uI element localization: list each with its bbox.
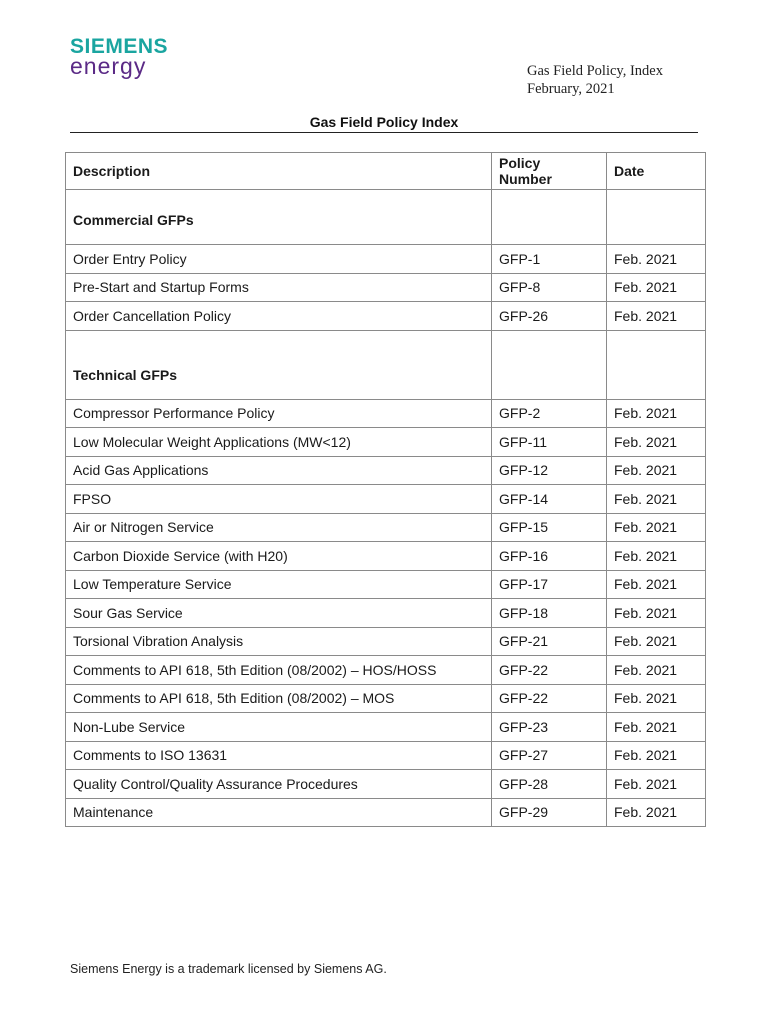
policy-number-cell: GFP-15 [492, 513, 607, 542]
policy-number-cell: GFP-2 [492, 399, 607, 428]
table-row [66, 428, 706, 457]
siemens-energy-logo [70, 36, 168, 78]
section-empty-cell [492, 190, 607, 245]
table-row [66, 713, 706, 742]
table-row [66, 513, 706, 542]
policy-date-cell: Feb. 2021 [607, 513, 706, 542]
table-row [66, 741, 706, 770]
logo-siemens-text: SIEMENS [70, 35, 169, 58]
table-row [66, 542, 706, 571]
section-title: Commercial GFPs [66, 190, 492, 245]
table-row [66, 245, 706, 274]
policy-date-cell: Feb. 2021 [607, 302, 706, 331]
policy-description-cell: Order Entry Policy [66, 245, 492, 274]
policy-description-cell: Sour Gas Service [66, 599, 492, 628]
table-row [66, 770, 706, 799]
policy-number-cell: GFP-27 [492, 741, 607, 770]
policy-number-cell: GFP-22 [492, 656, 607, 685]
policy-number-cell: GFP-18 [492, 599, 607, 628]
document-header [527, 62, 663, 98]
policy-number-cell: GFP-26 [492, 302, 607, 331]
policy-number-cell: GFP-14 [492, 485, 607, 514]
header-doc-date: February, 2021 [527, 81, 615, 97]
policy-number-cell: GFP-28 [492, 770, 607, 799]
table-row [66, 570, 706, 599]
logo-energy-text: energy [70, 53, 147, 79]
header-doc-title: Gas Field Policy, Index [527, 63, 663, 79]
policy-description-cell: Comments to ISO 13631 [66, 741, 492, 770]
policy-date-cell: Feb. 2021 [607, 770, 706, 799]
policy-number-cell: GFP-17 [492, 570, 607, 599]
section-empty-cell [607, 330, 706, 399]
policy-date-cell: Feb. 2021 [607, 570, 706, 599]
policy-number-cell: GFP-1 [492, 245, 607, 274]
policy-number-cell: GFP-16 [492, 542, 607, 571]
policy-date-cell: Feb. 2021 [607, 798, 706, 827]
policy-description-cell: FPSO [66, 485, 492, 514]
policy-number-cell: GFP-8 [492, 273, 607, 302]
policy-description-cell: Low Temperature Service [66, 570, 492, 599]
table-row [66, 485, 706, 514]
policy-description-cell: Compressor Performance Policy [66, 399, 492, 428]
policy-description-cell: Carbon Dioxide Service (with H20) [66, 542, 492, 571]
policy-number-cell: GFP-23 [492, 713, 607, 742]
policy-date-cell: Feb. 2021 [607, 656, 706, 685]
policy-number-cell: GFP-12 [492, 456, 607, 485]
table-header-row [66, 153, 706, 190]
policy-description-cell: Quality Control/Quality Assurance Procedures [66, 770, 492, 799]
policy-date-cell: Feb. 2021 [607, 485, 706, 514]
title-divider [70, 132, 698, 133]
policy-description-cell: Acid Gas Applications [66, 456, 492, 485]
column-header-date: Date [607, 153, 706, 190]
section-title: Technical GFPs [66, 330, 492, 399]
table-row [66, 627, 706, 656]
policy-description-cell: Air or Nitrogen Service [66, 513, 492, 542]
policy-description-cell: Low Molecular Weight Applications (MW<12) [66, 428, 492, 457]
policy-date-cell: Feb. 2021 [607, 627, 706, 656]
policy-description-cell: Comments to API 618, 5th Edition (08/2002) – HOS/HOSS [66, 656, 492, 685]
page-title: Gas Field Policy Index [309, 114, 459, 130]
policy-date-cell: Feb. 2021 [607, 273, 706, 302]
table-row [66, 599, 706, 628]
column-header-description: Description [66, 153, 492, 190]
table-row [66, 684, 706, 713]
policy-number-cell: GFP-21 [492, 627, 607, 656]
policy-date-cell: Feb. 2021 [607, 684, 706, 713]
policy-date-cell: Feb. 2021 [607, 245, 706, 274]
policy-date-cell: Feb. 2021 [607, 741, 706, 770]
policy-number-cell: GFP-29 [492, 798, 607, 827]
column-header-policy-number: Policy Number [492, 153, 607, 190]
policy-description-cell: Non-Lube Service [66, 713, 492, 742]
policy-description-cell: Order Cancellation Policy [66, 302, 492, 331]
policy-date-cell: Feb. 2021 [607, 428, 706, 457]
policy-description-cell: Torsional Vibration Analysis [66, 627, 492, 656]
table-row [66, 656, 706, 685]
table-row [66, 798, 706, 827]
footer-trademark: Siemens Energy is a trademark licensed by Siemens AG. [70, 962, 387, 976]
policy-date-cell: Feb. 2021 [607, 542, 706, 571]
policy-index-table [65, 152, 706, 827]
policy-number-cell: GFP-11 [492, 428, 607, 457]
policy-date-cell: Feb. 2021 [607, 456, 706, 485]
policy-date-cell: Feb. 2021 [607, 599, 706, 628]
section-empty-cell [607, 190, 706, 245]
table-row [66, 273, 706, 302]
section-empty-cell [492, 330, 607, 399]
section-header-row [66, 190, 706, 245]
table-body [66, 190, 706, 827]
table-row [66, 399, 706, 428]
policy-description-cell: Maintenance [66, 798, 492, 827]
section-header-row [66, 330, 706, 399]
policy-date-cell: Feb. 2021 [607, 713, 706, 742]
policy-date-cell: Feb. 2021 [607, 399, 706, 428]
policy-description-cell: Comments to API 618, 5th Edition (08/2002) – MOS [66, 684, 492, 713]
policy-description-cell: Pre-Start and Startup Forms [66, 273, 492, 302]
table-row [66, 456, 706, 485]
table-row [66, 302, 706, 331]
policy-number-cell: GFP-22 [492, 684, 607, 713]
